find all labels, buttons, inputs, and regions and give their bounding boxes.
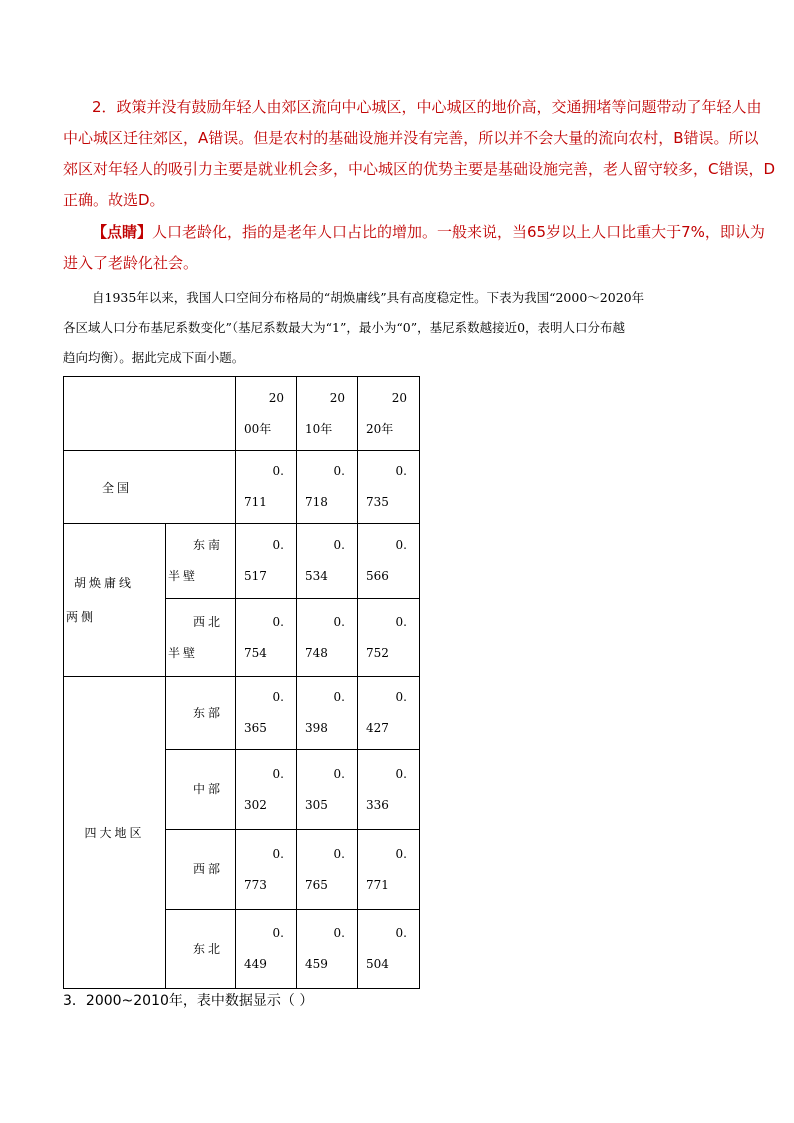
table-row [64, 451, 420, 524]
intro-paragraph [63, 283, 743, 373]
row-group-label-hu: 胡焕庸线 两侧 [64, 524, 166, 677]
table-cell: 0. 449 [236, 910, 297, 989]
table-header-row [64, 377, 420, 451]
answer-explanation [63, 92, 776, 216]
sub-row-label: 中部 [166, 750, 236, 830]
row-group-label-four-regions: 四大地区 [64, 677, 166, 989]
answer-line: 2．政策并没有鼓励年轻人由郊区流向中心城区，中心城区的地价高，交通拥堵等问题带动了年轻人由 [92, 98, 762, 116]
table-cell: 0. 517 [236, 524, 297, 599]
table-cell: 0. 735 [358, 451, 420, 524]
table-cell: 0. 365 [236, 677, 297, 750]
table-row [64, 677, 420, 750]
table-cell: 0. 765 [297, 830, 358, 910]
intro-line: 自1935年以来，我国人口空间分布格局的“胡焕庸线”具有高度稳定性。下表为我国“2000～2020年 [92, 290, 645, 305]
table-cell: 0. 566 [358, 524, 420, 599]
answer-line: 郊区对年轻人的吸引力主要是就业机会多，中心城区的优势主要是基础设施完善，老人留守较多，C错误，D [63, 160, 776, 178]
year-header: 20 00年 [236, 377, 297, 451]
year-header: 20 20年 [358, 377, 420, 451]
table-row [64, 524, 420, 599]
table-cell: 0. 711 [236, 451, 297, 524]
sub-row-label: 东部 [166, 677, 236, 750]
sub-row-label: 西北 半壁 [166, 599, 236, 677]
sub-row-label: 东北 [166, 910, 236, 989]
answer-line: 正确。故选D。 [63, 191, 165, 209]
sub-row-label: 东南 半壁 [166, 524, 236, 599]
table-cell: 0. 504 [358, 910, 420, 989]
table-corner-cell [64, 377, 236, 451]
table-cell: 0. 718 [297, 451, 358, 524]
tip-text: 人口老龄化，指的是老年人口占比的增加。一般来说，当65岁以上人口比重大于7%，即认为 [152, 223, 765, 241]
table-cell: 0. 398 [297, 677, 358, 750]
intro-line: 趋向均衡）。据此完成下面小题。 [63, 350, 245, 365]
gini-table [63, 376, 420, 989]
table-cell: 0. 771 [358, 830, 420, 910]
table-cell: 0. 427 [358, 677, 420, 750]
tip-text: 进入了老龄化社会。 [63, 254, 199, 272]
tip-label: 【点睛】 [92, 223, 153, 241]
table-cell: 0. 336 [358, 750, 420, 830]
question-3: 3．2000~2010年，表中数据显示（ ） [63, 993, 314, 1009]
table-cell: 0. 773 [236, 830, 297, 910]
row-label-national: 全国 [64, 451, 236, 524]
table-cell: 0. 305 [297, 750, 358, 830]
table-cell: 0. 534 [297, 524, 358, 599]
table-cell: 0. 302 [236, 750, 297, 830]
sub-row-label: 西部 [166, 830, 236, 910]
tip-paragraph [63, 217, 765, 279]
intro-line: 各区域人口分布基尼系数变化”（基尼系数最大为“1”，最小为“0”，基尼系数越接近0，表明人口分布越 [63, 320, 626, 335]
answer-line: 中心城区迁往郊区，A错误。但是农村的基础设施并没有完善，所以并不会大量的流向农村，B错误。所以 [63, 129, 759, 147]
table-cell: 0. 754 [236, 599, 297, 677]
table-cell: 0. 748 [297, 599, 358, 677]
table-cell: 0. 752 [358, 599, 420, 677]
year-header: 20 10年 [297, 377, 358, 451]
table-cell: 0. 459 [297, 910, 358, 989]
